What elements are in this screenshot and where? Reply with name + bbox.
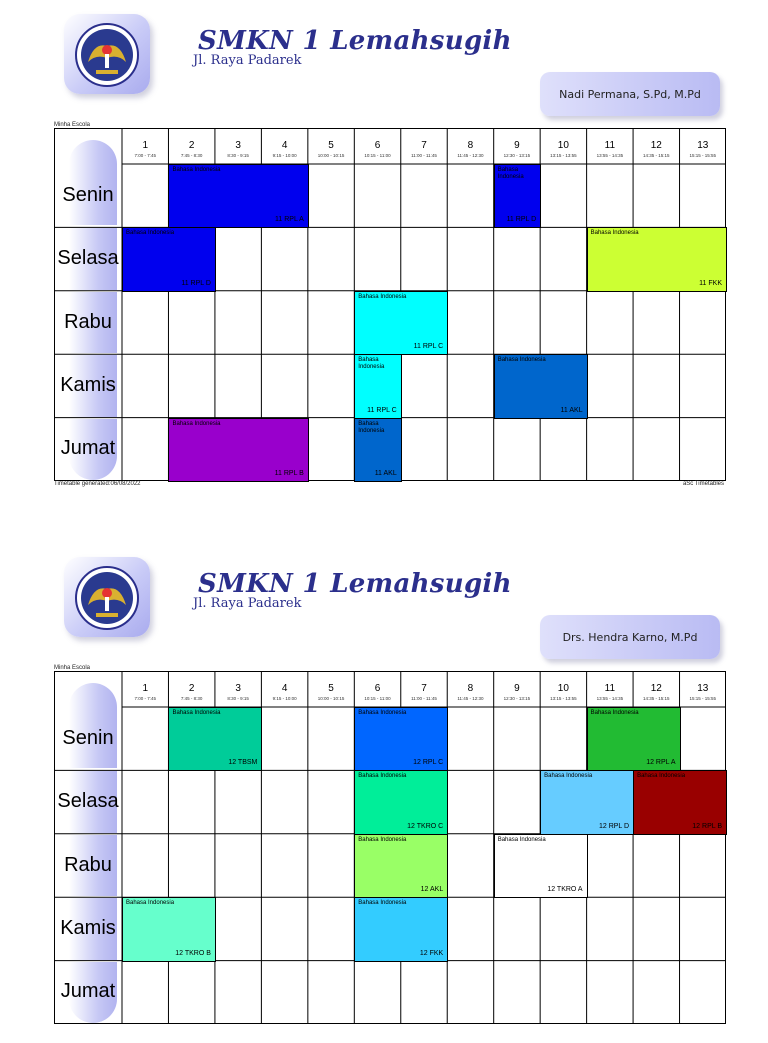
lesson-class: 12 FKK (419, 949, 444, 957)
period-number: 1 (142, 140, 148, 151)
lesson-subject: Bahasa Indonesia (358, 293, 407, 300)
period-header (633, 128, 679, 164)
lesson-class: 11 RPL C (413, 343, 444, 351)
lesson-class: 11 RPL A (275, 216, 304, 224)
school-address: Jl. Raya Padarek (193, 53, 302, 68)
period-header (680, 671, 726, 707)
school-name: SMKN 1 Lemahsugih (198, 569, 512, 599)
period-number: 11 (604, 140, 616, 151)
period-time: 7:00 - 7:45 (134, 153, 156, 158)
period-header (587, 671, 633, 707)
lesson-subject: Bahasa Indonesia (590, 710, 639, 716)
lesson-card[interactable] (168, 164, 308, 228)
period-time: 15:15 - 15:55 (689, 153, 717, 158)
school-logo (58, 12, 150, 96)
period-number: 13 (697, 683, 709, 694)
lesson-subject: Bahasa Indonesia (497, 836, 546, 843)
lesson-subject: Bahasa Indonesia (126, 900, 175, 907)
lesson-class: 12 RPL D (598, 822, 630, 830)
period-time: 11:00 - 11:45 (411, 696, 437, 701)
period-time: 8:30 - 9:15 (227, 153, 249, 158)
lesson-card[interactable] (540, 770, 634, 834)
period-time: 14:35 - 15:15 (643, 153, 670, 158)
period-number: 12 (650, 683, 662, 694)
period-number: 6 (374, 683, 381, 694)
period-number: 8 (467, 140, 474, 151)
period-number: 4 (281, 683, 288, 694)
period-time: 11:45 - 12:30 (457, 696, 484, 701)
period-header (122, 128, 168, 164)
day-label: Jumat (60, 980, 116, 1003)
period-time: 13:55 - 14:35 (596, 696, 624, 701)
period-header (168, 671, 214, 707)
lesson-card[interactable] (354, 897, 448, 961)
lesson-class: 12 RPL B (692, 822, 722, 830)
period-number: 2 (188, 140, 195, 151)
period-header (494, 671, 540, 707)
period-time: 11:00 - 11:45 (411, 153, 437, 158)
lesson-class: 12 RPL C (413, 759, 444, 767)
period-header (587, 128, 633, 164)
period-time: 10:00 - 10:15 (317, 696, 345, 701)
period-number: 13 (697, 140, 709, 151)
school-address: Jl. Raya Padarek (193, 596, 302, 611)
period-header (354, 128, 400, 164)
period-time: 14:35 - 15:15 (643, 696, 670, 701)
period-header (447, 128, 493, 164)
period-time: 13:15 - 13:55 (550, 153, 577, 158)
period-time: 11:45 - 12:30 (457, 153, 484, 158)
lesson-card[interactable] (354, 770, 448, 834)
school-emblem-icon (74, 22, 140, 88)
period-time: 10:00 - 10:15 (317, 153, 345, 158)
lesson-subject: Bahasa Indonesia (358, 710, 407, 716)
period-header (168, 128, 214, 164)
lesson-subject: Bahasa Indonesia (172, 420, 221, 427)
lesson-class: 12 RPL A (646, 759, 676, 767)
period-header (122, 671, 168, 707)
period-number: 3 (235, 683, 241, 694)
lesson-card[interactable] (354, 707, 448, 771)
period-time: 13:15 - 13:55 (550, 696, 577, 701)
period-number: 8 (467, 683, 474, 694)
day-pill (69, 140, 117, 225)
school-name: SMKN 1 Lemahsugih (198, 26, 512, 56)
timetable-sheet-1 (0, 0, 768, 500)
lesson-card[interactable] (122, 897, 216, 961)
lesson-subject: Bahasa Indonesia (544, 773, 593, 780)
footer-app-name: aSc Timetables (682, 481, 724, 487)
period-number: 9 (514, 683, 520, 694)
lesson-class: 11 AKL (374, 469, 397, 477)
lesson-card[interactable] (168, 707, 262, 771)
day-pill (69, 683, 117, 768)
period-number: 6 (374, 140, 381, 151)
lesson-card[interactable] (587, 227, 727, 291)
day-label: Selasa (57, 790, 119, 813)
period-time: 13:55 - 14:35 (596, 153, 624, 158)
period-time: 9:15 - 10:00 (272, 153, 297, 158)
period-time: 7:00 - 7:45 (134, 696, 156, 701)
teacher-name-badge: Nadi Permana, S.Pd, M.Pd (540, 72, 720, 116)
lesson-card[interactable] (354, 291, 448, 355)
period-header (540, 671, 586, 707)
day-label: Kamis (60, 916, 116, 939)
lesson-card[interactable] (494, 834, 588, 898)
period-header (633, 671, 679, 707)
period-time: 9:15 - 10:00 (272, 696, 297, 701)
timetable-grid (54, 128, 726, 481)
lesson-subject: Bahasa Indonesia (126, 230, 175, 237)
caption-label: Minha Escola (54, 665, 91, 671)
lesson-class: 12 AKL (420, 886, 444, 894)
period-time: 10:15 - 11:00 (364, 696, 391, 701)
period-header (540, 128, 586, 164)
lesson-class: 11 FKK (699, 279, 722, 287)
day-label: Senin (62, 726, 114, 749)
lesson-class: 12 TKRO B (175, 949, 211, 957)
timetable-sheet-2 (0, 543, 768, 1043)
period-number: 5 (328, 140, 334, 151)
lesson-subject: Bahasa Indonesia (358, 900, 407, 907)
caption-label: Minha Escola (54, 122, 91, 128)
period-number: 3 (235, 140, 241, 151)
period-time: 7:45 - 8:30 (180, 696, 203, 701)
period-number: 4 (281, 140, 288, 151)
period-time: 10:15 - 11:00 (364, 153, 391, 158)
period-number: 5 (328, 683, 334, 694)
period-header (401, 128, 447, 164)
period-number: 10 (557, 140, 569, 151)
period-time: 15:15 - 15:55 (689, 696, 717, 701)
lesson-card[interactable] (168, 418, 308, 482)
period-time: 7:45 - 8:30 (180, 153, 203, 158)
lesson-class: 11 RPL B (274, 469, 304, 477)
lesson-subject: Bahasa Indonesia (497, 167, 524, 180)
lesson-subject: Bahasa Indonesia (358, 420, 385, 434)
period-header (447, 671, 493, 707)
period-number: 12 (650, 140, 662, 151)
lesson-class: 11 RPL D (181, 279, 211, 287)
lesson-card[interactable] (494, 354, 588, 418)
lesson-class: 12 TKRO A (547, 886, 583, 894)
day-label: Kamis (60, 373, 116, 396)
day-label: Rabu (64, 310, 112, 333)
period-number: 1 (142, 683, 148, 694)
period-number: 2 (188, 683, 195, 694)
period-time: 12:30 - 13:15 (503, 153, 531, 158)
school-emblem-icon (74, 565, 140, 631)
teacher-name-badge: Drs. Hendra Karno, M.Pd (540, 615, 720, 659)
lesson-subject: Bahasa Indonesia (358, 357, 385, 371)
lesson-subject: Bahasa Indonesia (172, 167, 221, 173)
period-time: 8:30 - 9:15 (227, 696, 249, 701)
lesson-subject: Bahasa Indonesia (358, 836, 407, 843)
period-header (308, 671, 354, 707)
period-header (261, 671, 307, 707)
footer-generated-date: Timetable generated:06/08/2022 (54, 481, 141, 487)
school-logo (58, 555, 150, 639)
period-header (401, 671, 447, 707)
lesson-subject: Bahasa Indonesia (358, 773, 407, 780)
period-number: 11 (604, 683, 616, 694)
day-label: Rabu (64, 853, 112, 876)
lesson-subject: Bahasa Indonesia (172, 710, 221, 716)
period-number: 7 (421, 683, 427, 694)
lesson-card[interactable] (354, 834, 448, 898)
day-label: Jumat (60, 437, 116, 460)
period-header (354, 671, 400, 707)
lesson-class: 11 RPL C (367, 406, 397, 414)
period-header (680, 128, 726, 164)
lesson-class: 11 RPL D (506, 216, 537, 224)
timetable-grid (54, 671, 726, 1024)
lesson-card[interactable] (587, 707, 681, 771)
period-number: 10 (557, 683, 569, 694)
lesson-class: 12 TKRO C (407, 822, 444, 830)
period-header (308, 128, 354, 164)
lesson-card[interactable] (354, 354, 401, 418)
lesson-subject: Bahasa Indonesia (590, 230, 639, 237)
lesson-card[interactable] (494, 164, 541, 228)
lesson-subject: Bahasa Indonesia (637, 773, 686, 780)
lesson-card[interactable] (122, 227, 216, 291)
period-header (215, 128, 261, 164)
period-time: 12:30 - 13:15 (503, 696, 531, 701)
period-header (261, 128, 307, 164)
lesson-card[interactable] (633, 770, 727, 834)
period-header (494, 128, 540, 164)
period-header (215, 671, 261, 707)
lesson-class: 12 TBSM (228, 759, 258, 767)
lesson-card[interactable] (354, 418, 401, 482)
lesson-class: 11 AKL (560, 406, 583, 414)
day-label: Selasa (57, 247, 119, 270)
period-number: 9 (514, 140, 520, 151)
lesson-subject: Bahasa Indonesia (497, 357, 546, 364)
day-label: Senin (62, 183, 114, 206)
period-number: 7 (421, 140, 427, 151)
